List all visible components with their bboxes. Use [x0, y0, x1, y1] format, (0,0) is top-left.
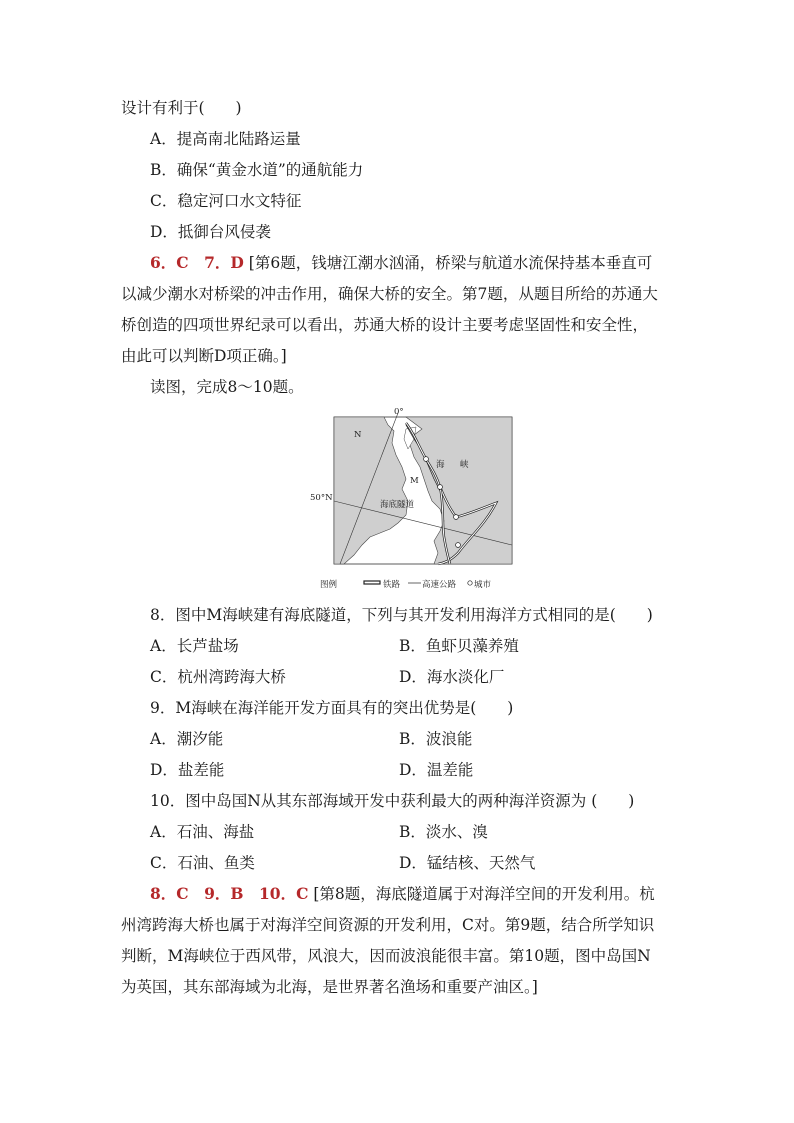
q10-stem: 10．图中岛国N从其东部海域开发中获利最大的两种海洋资源为 ( ) — [150, 792, 635, 810]
q9-option-c: D．盐差能 — [150, 761, 225, 779]
tunnel-label: 海底隧道 — [380, 500, 415, 510]
answer-6-7-line-1 — [150, 253, 652, 273]
q10-option-b: B．淡水、溴 — [399, 823, 488, 841]
answer-8-10-line-1 — [150, 884, 655, 904]
latitude-label: 50°N — [310, 493, 333, 503]
strait-label-2: 峡 — [460, 460, 469, 470]
legend-highway: 高速公路 — [422, 580, 457, 590]
q5-stem-tail: 设计有利于( ) — [121, 99, 242, 117]
q5-option-b: B．确保“黄金水道”的通航能力 — [150, 161, 364, 179]
q10-option-a: A．石油、海盐 — [150, 823, 255, 841]
legend-city-symbol — [468, 581, 472, 585]
q8-option-c: C．杭州湾跨海大桥 — [150, 668, 286, 686]
answer-key-8-10: 8．C 9．B 10．C — [150, 884, 309, 903]
strait-label-1: 海 — [436, 460, 445, 470]
city-marker — [454, 515, 459, 520]
explanation-6-7-line-3: 桥创造的四项世界纪录可以看出，苏通大桥的设计主要考虑坚固性和安全性， — [121, 316, 649, 334]
label-m: M — [410, 476, 419, 486]
legend-rail-symbol — [364, 581, 380, 584]
q8-stem: 8．图中M海峡建有海底隧道，下列与其开发利用海洋方式相同的是( ) — [150, 606, 653, 624]
explanation-6-7-line-2: 以减少潮水对桥梁的冲击作用，确保大桥的安全。第7题，从题目所给的苏通大 — [121, 285, 658, 303]
explanation-8-10-line-1: [第8题，海底隧道属于对海洋空间的开发利用。杭 — [313, 885, 655, 903]
q5-option-c: C．稳定河口水文特征 — [150, 192, 302, 210]
explanation-8-10-line-4: 为英国，其东部海域为北海，是世界著名渔场和重要产油区。] — [121, 978, 538, 996]
city-marker — [456, 543, 461, 548]
q9-stem: 9．M海峡在海洋能开发方面具有的突出优势是( ) — [150, 699, 514, 717]
q9-option-b: B．波浪能 — [399, 730, 473, 748]
q5-option-a: A．提高南北陆路运量 — [150, 130, 301, 148]
instruction: 读图，完成8～10题。 — [150, 378, 304, 396]
q5-option-d: D．抵御台风侵袭 — [150, 223, 271, 241]
label-n: N — [354, 430, 362, 440]
q10-option-d: D．锰结核、天然气 — [399, 854, 536, 872]
explanation-8-10-line-2: 州湾跨海大桥也属于对海洋空间资源的开发利用，C对。第9题，结合所学知识 — [121, 916, 655, 934]
longitude-label: 0° — [394, 407, 404, 417]
q9-option-a: A．潮汐能 — [150, 730, 224, 748]
legend-title: 图例 — [320, 580, 338, 590]
strait-map — [310, 405, 520, 593]
legend-city: 城市 — [474, 580, 492, 590]
q8-option-b: B．鱼虾贝藻养殖 — [399, 637, 519, 655]
explanation-6-7-line-4: 由此可以判断D项正确。] — [121, 347, 287, 365]
q9-option-d: D．温差能 — [399, 761, 474, 779]
q10-option-c: C．石油、鱼类 — [150, 854, 255, 872]
legend-rail: 铁路 — [383, 580, 401, 590]
answer-key-6-7: 6．C 7．D — [150, 253, 244, 272]
city-marker — [438, 485, 443, 490]
explanation-8-10-line-3: 判断，M海峡位于西风带，风浪大，因而波浪能很丰富。第10题，图中岛国N — [121, 947, 651, 965]
q8-option-d: D．海水淡化厂 — [399, 668, 505, 686]
q8-option-a: A．长芦盐场 — [150, 637, 239, 655]
explanation-6-7-line-1: [第6题，钱塘江潮水汹涌，桥梁与航道水流保持基本垂直可 — [248, 254, 653, 272]
city-marker — [424, 457, 429, 462]
